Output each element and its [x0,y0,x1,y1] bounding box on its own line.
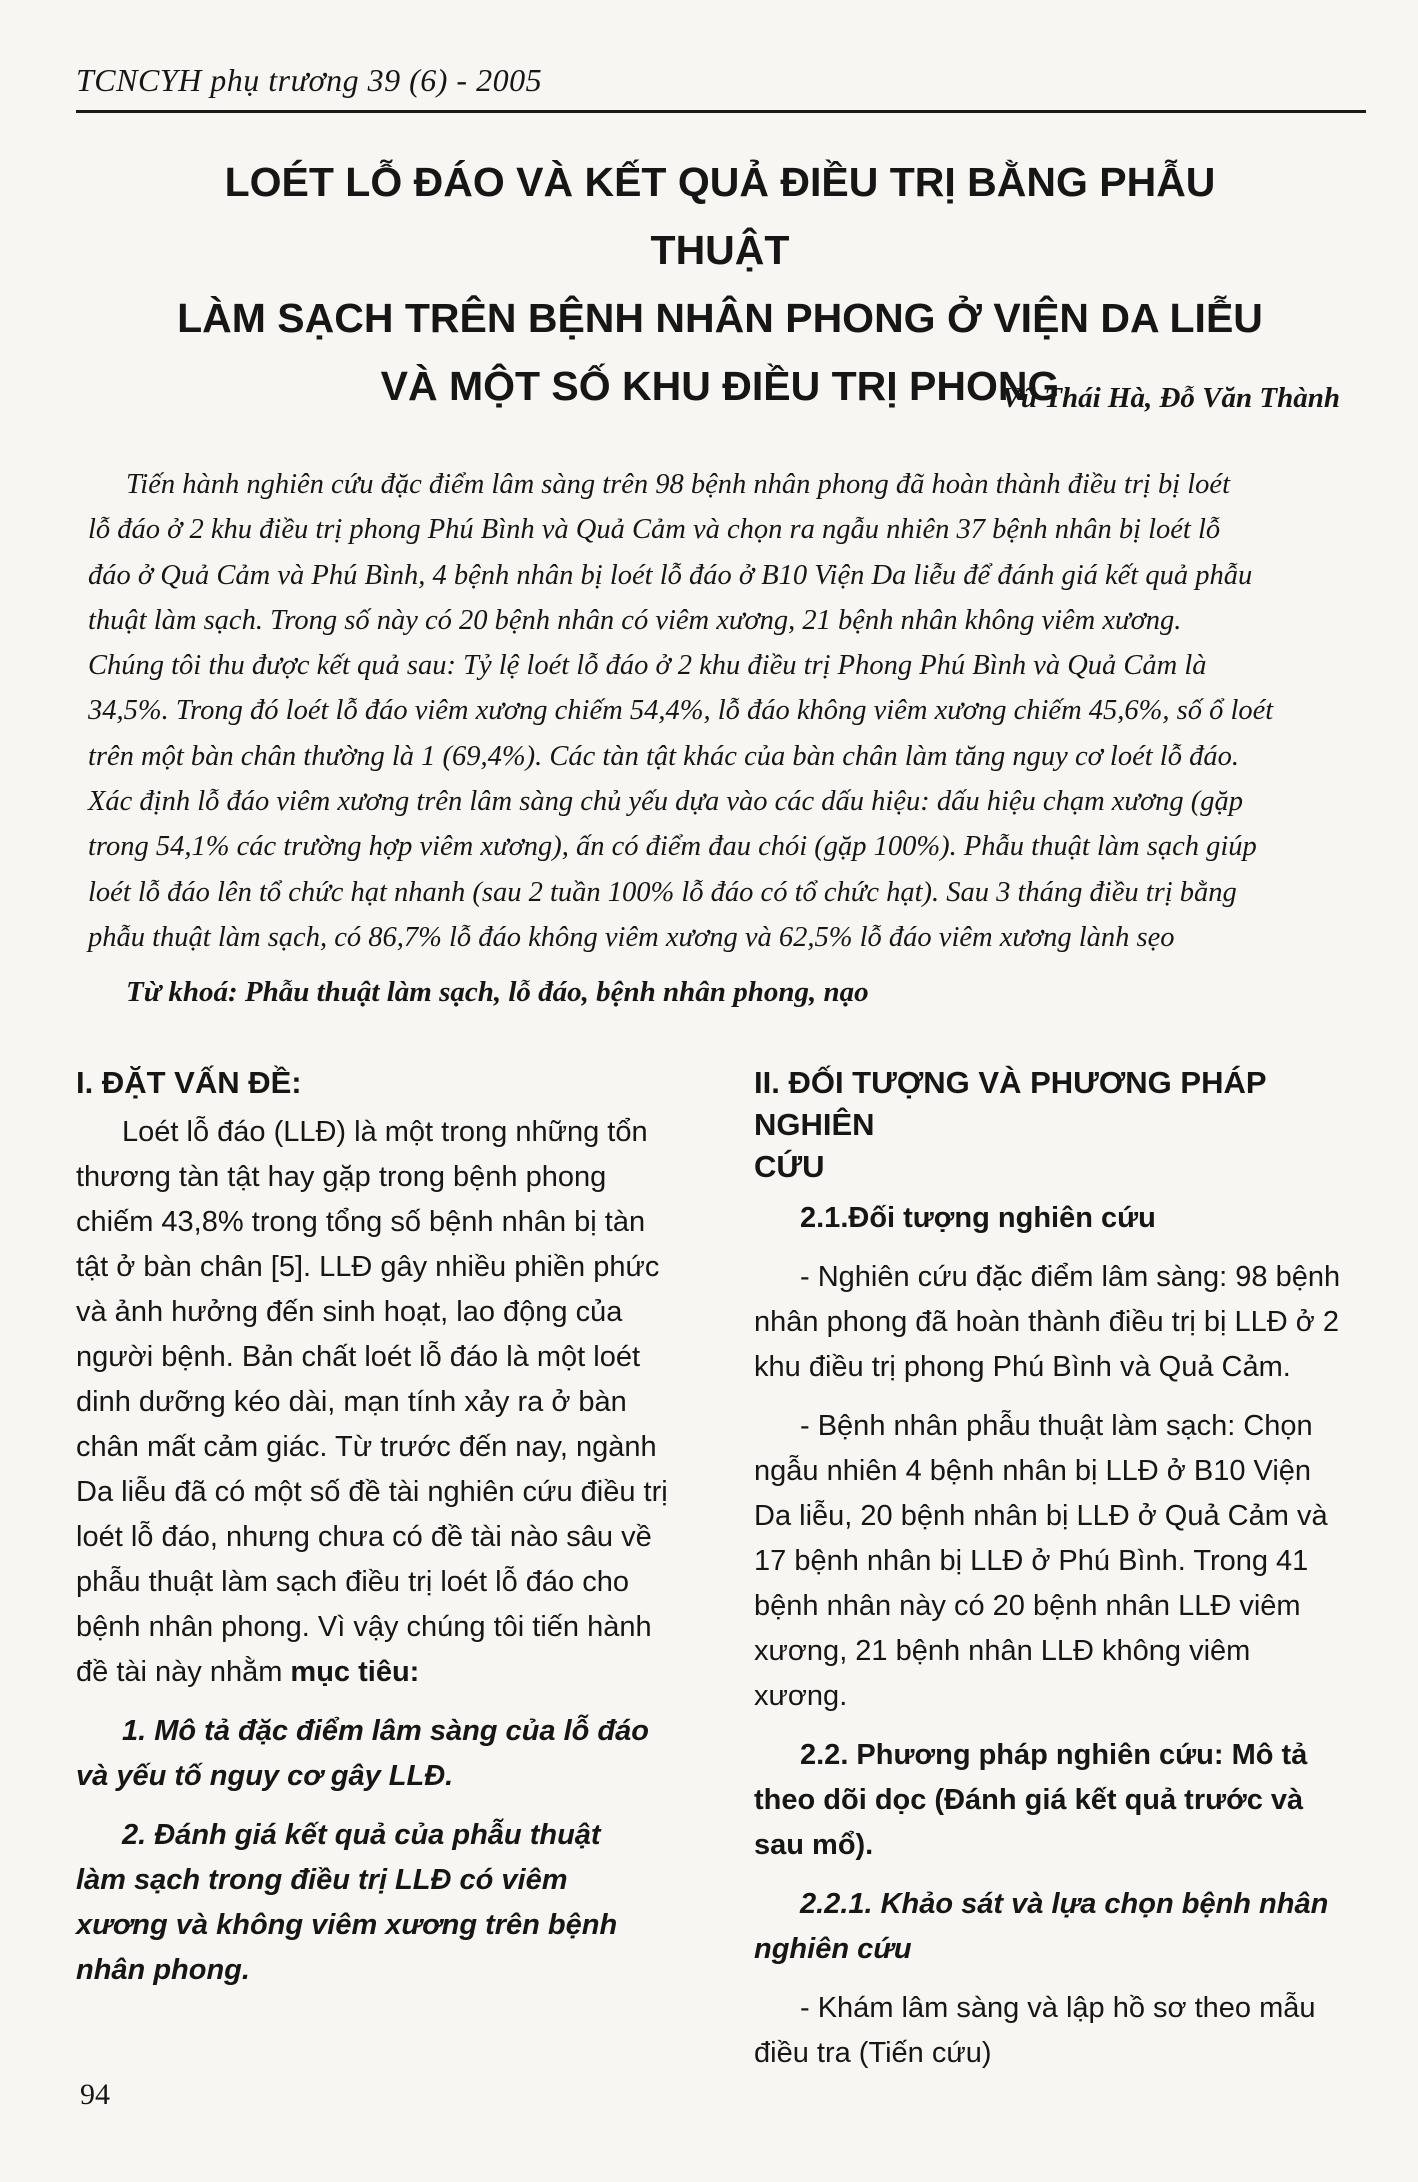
keywords: Từ khoá: Phẫu thuật làm sạch, lỗ đáo, bệnh nhân phong, nạo [126,976,869,1008]
paragraph-line: phẫu thuật làm sạch điều trị loét lỗ đáo cho [76,1566,629,1598]
subsection-heading: 2.1.Đối tượng nghiên cứu [800,1202,1156,1234]
heading-line: CỨU [754,1149,825,1184]
paragraph-line: bệnh nhân phong. Vì vậy chúng tôi tiến hành [76,1611,652,1643]
objective-line: xương và không viêm xương trên bệnh [76,1909,618,1941]
article-title [150,148,1290,420]
paragraph-line: Loét lỗ đáo (LLĐ) là một trong những tổn [122,1116,648,1148]
header-rule [76,110,1366,113]
objective-line: làm sạch trong điều trị LLĐ có viêm [76,1864,568,1896]
abstract-line: phẫu thuật làm sạch, có 86,7% lỗ đáo không viêm xương và 62,5% lỗ đáo viêm xương lành sẹo [88,921,1175,953]
paragraph-line: ngẫu nhiên 4 bệnh nhân bị LLĐ ở B10 Viện [754,1455,1312,1487]
objective-line: 2. Đánh giá kết quả của phẫu thuật [122,1819,601,1851]
objective-line: và yếu tố nguy cơ gây LLĐ. [76,1760,454,1792]
running-header: TCNCYH phụ trương 39 (6) - 2005 [76,62,543,98]
paragraph-line: và ảnh hưởng đến sinh hoạt, lao động của [76,1296,623,1328]
intro-paragraph [76,1110,698,1695]
abstract-line: Xác định lỗ đáo viêm xương trên lâm sàng chủ yếu dựa vào các dấu hiệu: dấu hiệu chạm xương (gặp [88,786,1244,818]
paragraph-line: - Khám lâm sàng và lập hồ sơ theo mẫu [800,1992,1316,2024]
paragraph-line: nghiên cứu [754,1933,912,1965]
title-line: LOÉT LỖ ĐÁO VÀ KẾT QUẢ ĐIỀU TRỊ BẰNG PHẪU THUẬT [224,159,1216,273]
abstract-line: loét lỗ đáo lên tổ chức hạt nhanh (sau 2 tuần 100% lỗ đáo có tổ chức hạt). Sau 3 tháng điều trị bằng [88,876,1237,908]
paragraph-line [76,1650,698,1695]
paragraph-line: chiếm 43,8% trong tổng số bệnh nhân bị tàn [76,1206,646,1238]
section-heading: I. ĐẶT VẤN ĐỀ: [76,1065,302,1100]
paragraph-line: chân mất cảm giác. Từ trước đến nay, ngành [76,1431,657,1463]
abstract [88,462,1364,960]
objective-line: nhân phong. [76,1954,250,1986]
objective-1 [76,1709,698,1799]
paragraph-line: người bệnh. Bản chất loét lỗ đáo là một loét [76,1341,641,1373]
paragraph-line: tật ở bàn chân [5]. LLĐ gây nhiều phiền phức [76,1251,660,1283]
study-subjects-paragraph [754,1255,1366,1390]
paragraph-line: bệnh nhân này có 20 bệnh nhân LLĐ viêm [754,1590,1301,1622]
abstract-line: lỗ đáo ở 2 khu điều trị phong Phú Bình và Quả Cảm và chọn ra ngẫu nhiên 37 bệnh nhân bị loét lỗ [88,514,1221,546]
section-heading [754,1062,1366,1188]
paragraph-line: dinh dưỡng kéo dài, mạn tính xảy ra ở bàn [76,1386,627,1418]
paragraph-line: thương tàn tật hay gặp trong bệnh phong [76,1161,607,1193]
abstract-line: Chúng tôi thu được kết quả sau: Tỷ lệ loét lỗ đáo ở 2 khu điều trị Phong Phú Bình và Quả Cảm là [88,650,1207,682]
paragraph-line: xương, 21 bệnh nhân LLĐ không viêm [754,1635,1251,1667]
subsubsection-heading [754,1882,1366,1972]
abstract-line: thuật làm sạch. Trong số này có 20 bệnh nhân có viêm xương, 21 bệnh nhân không viêm xương. [88,604,1182,636]
paragraph-line: 17 bệnh nhân bị LLĐ ở Phú Bình. Trong 41 [754,1545,1309,1577]
paragraph-line: Da liễu đã có một số đề tài nghiên cứu điều trị [76,1476,668,1508]
methods-subsection [754,1733,1366,1868]
right-column [754,1062,1366,2076]
exam-paragraph [754,1986,1366,2076]
abstract-line: Tiến hành nghiên cứu đặc điểm lâm sàng trên 98 bệnh nhân phong đã hoàn thành điều trị bị loét [126,469,1230,500]
heading-line: II. ĐỐI TƯỢNG VÀ PHƯƠNG PHÁP NGHIÊN [754,1065,1266,1142]
paragraph-line: điều tra (Tiến cứu) [754,2037,992,2069]
paragraph-line: - Nghiên cứu đặc điểm lâm sàng: 98 bệnh [800,1261,1341,1293]
paragraph-line: loét lỗ đáo, nhưng chưa có đề tài nào sâu về [76,1521,652,1553]
paragraph-line: theo dõi dọc (Đánh giá kết quả trước và [754,1784,1304,1816]
title-line: VÀ MỘT SỐ KHU ĐIỀU TRỊ PHONG [380,363,1060,409]
paragraph-line: nhân phong đã hoàn thành điều trị bị LLĐ ở 2 [754,1306,1339,1338]
paragraph-line: Da liễu, 20 bệnh nhân bị LLĐ ở Quả Cảm và [754,1500,1328,1532]
abstract-line: trên một bàn chân thường là 1 (69,4%). Các tàn tật khác của bàn chân làm tăng nguy cơ loét lỗ đáo. [88,740,1239,772]
abstract-line: trong 54,1% các trường hợp viêm xương), ấn có điểm đau chói (gặp 100%). Phẫu thuật làm sạch giúp [88,831,1257,863]
paragraph-line: 2.2.1. Khảo sát và lựa chọn bệnh nhân [800,1888,1329,1920]
objective-2 [76,1813,698,1993]
abstract-line: 34,5%. Trong đó loét lỗ đáo viêm xương chiếm 54,4%, lỗ đáo không viêm xương chiếm 45,6%, số ổ loét [88,695,1274,727]
objective-label: mục tiêu: [290,1656,420,1688]
surgery-patients-paragraph [754,1404,1366,1719]
paragraph-line: xương. [754,1680,848,1712]
paragraph-line: khu điều trị phong Phú Bình và Quả Cảm. [754,1351,1291,1383]
objective-line: 1. Mô tả đặc điểm lâm sàng của lỗ đáo [122,1715,649,1747]
paragraph-line: sau mổ). [754,1829,874,1861]
paragraph-line: 2.2. Phương pháp nghiên cứu: Mô tả [800,1739,1308,1771]
page-number: 94 [80,2078,110,2111]
abstract-line: đáo ở Quả Cảm và Phú Bình, 4 bệnh nhân bị loét lỗ đáo ở B10 Viện Da liễu để đánh giá kết quả phẫu [88,559,1253,591]
authors: Vũ Thái Hà, Đỗ Văn Thành [1001,382,1340,414]
left-column [76,1062,698,1993]
title-line: LÀM SẠCH TRÊN BỆNH NHÂN PHONG Ở VIỆN DA LIỄU [177,295,1263,341]
paragraph-line: - Bệnh nhân phẫu thuật làm sạch: Chọn [800,1410,1313,1442]
objective-intro: đề tài này nhằm [76,1656,291,1688]
